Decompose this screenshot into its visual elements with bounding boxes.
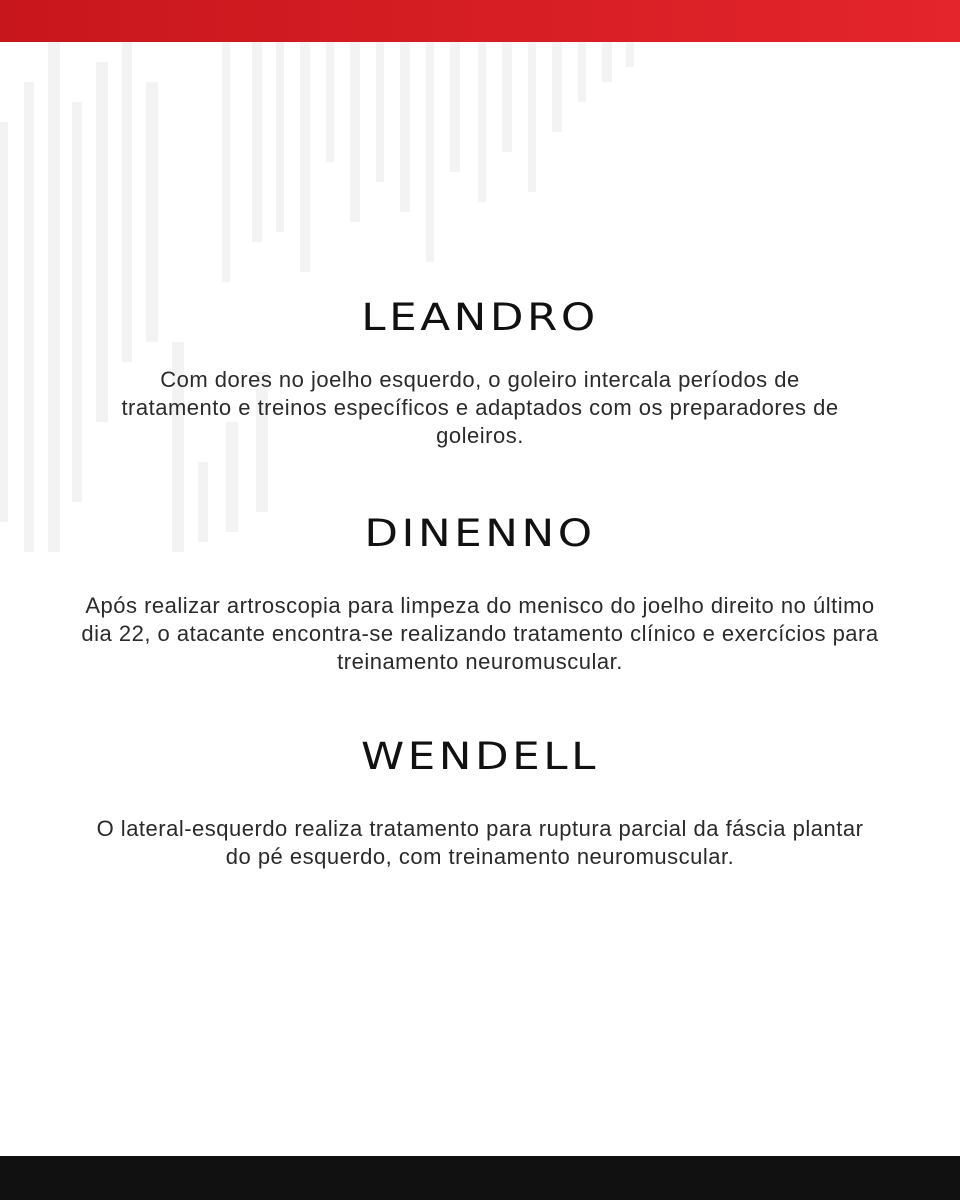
player-description: Com dores no joelho esquerdo, o goleiro intercala períodos de tratamento e treinos específicos e adaptados com os preparadores de goleiros. xyxy=(121,367,839,448)
player-name: DINENNO xyxy=(364,512,596,555)
top-red-bar xyxy=(0,0,960,42)
player-name: WENDELL xyxy=(360,735,600,778)
player-description: Após realizar artroscopia para limpeza do menisco do joelho direito no último dia 22, o atacante encontra-se realizando tratamento clínico e exercícios para treinamento neuromuscular. xyxy=(81,593,879,674)
bottom-black-bar xyxy=(0,1156,960,1200)
player-section-wendell xyxy=(0,735,960,871)
player-section-dinenno xyxy=(0,512,960,676)
player-name: LEANDRO xyxy=(361,296,599,339)
player-description: O lateral-esquerdo realiza tratamento para ruptura parcial da fáscia plantar do pé esquerdo, com treinamento neuromuscular. xyxy=(96,816,864,869)
player-section-leandro xyxy=(0,296,960,450)
